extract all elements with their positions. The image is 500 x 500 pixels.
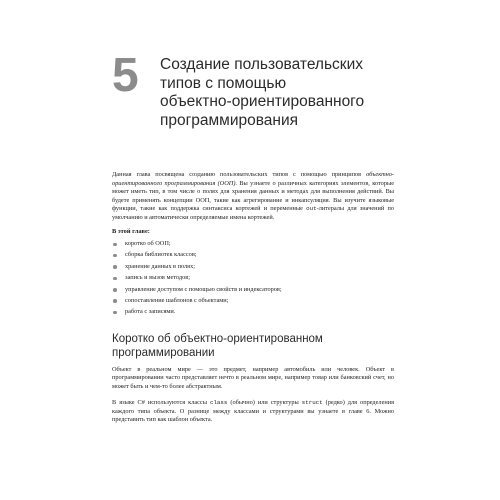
section-heading-line: Коротко об объектно-ориентированном (112, 332, 323, 345)
topic-item: запись и вызов методов; (112, 274, 394, 285)
code-class: class (209, 399, 228, 407)
code-out: out (306, 205, 317, 212)
section-paragraph: Объект в реальном мире — это предмет, например автомобиль или человек. Объект в программировании часто представляет нечто в реальном мире, например товар или банковский счет, но может быть и чем-то более абстрактным. (112, 365, 394, 390)
intro-emphasis: объектно-ориентированного программирования (ООП) (112, 171, 394, 187)
paragraph-gap (112, 391, 394, 399)
chapter-number: 5 (112, 49, 139, 102)
chapter-title-line: типов с помощью (160, 74, 287, 92)
section-text: (редко) для определения каждого типа объекта. О разнице между классами и структурами вы узнаете в главе 6. Можно представить тип как шаблон объекта. (112, 399, 394, 424)
chapter-title-line: объектно-ориентированного (160, 93, 365, 110)
section-heading-line: программировании (112, 346, 215, 359)
code-struct: struct (301, 399, 323, 407)
topic-item: работа с записями. (112, 308, 394, 319)
topic-item: хранение данных в полях; (112, 263, 394, 274)
topic-item: сопоставление шаблонов с объектами; (112, 297, 394, 308)
topic-item: сборка библиотек классов; (112, 251, 394, 262)
in-chapter-label: В этой главе: (112, 228, 150, 235)
chapter-body (112, 171, 394, 425)
topic-item: коротко об ООП; (112, 240, 394, 251)
section-paragraph (112, 399, 394, 425)
intro-text: -литералы для значений по умолчанию и автоматически определяемые имена кортежей. (112, 205, 394, 221)
chapter-title (160, 56, 470, 130)
intro-text: Данная глава посвящена созданию пользовательских типов с помощью принципов (112, 171, 367, 178)
intro-text: . Вы узнаете о различных категориях элементов, которые может иметь тип, в том числе о полях для хранения данных и методах для выполнения действий. Вы будете применять концепции ООП, такие как агрегирование и инкапсуляция. Вы изучите языковые функции, такие как поддержка синтаксиса кортежей и переменные (112, 179, 394, 212)
section-heading (112, 332, 394, 360)
intro-paragraph (112, 171, 394, 222)
section-text: В языке C# используются классы (112, 399, 210, 407)
chapter-title-line: программирования (160, 111, 299, 129)
topic-list (112, 240, 394, 320)
section-text: (обычно) или структуры (227, 399, 302, 407)
chapter-title-line: Создание пользовательских (160, 56, 363, 73)
topic-item: управление доступом с помощью свойств и индексаторов; (112, 286, 394, 297)
